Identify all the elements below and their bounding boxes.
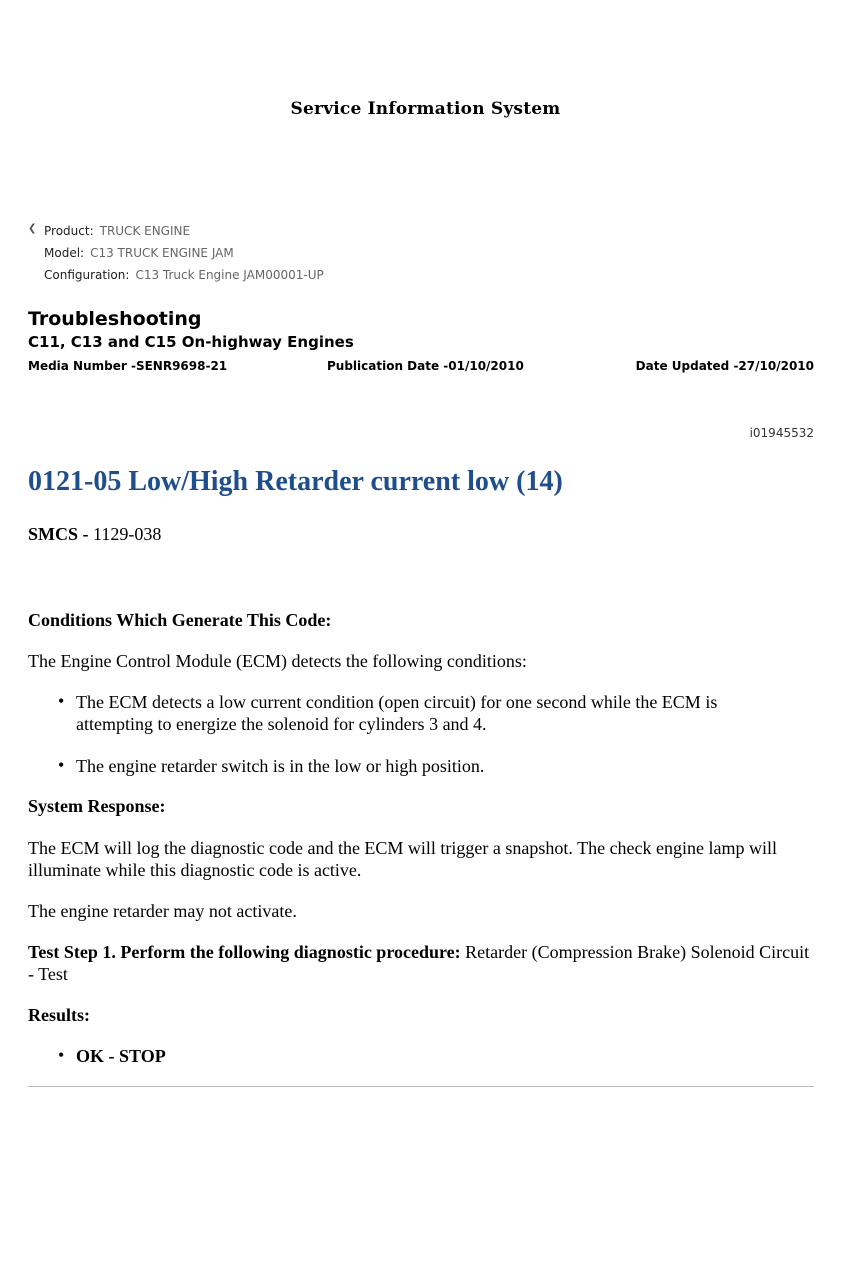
configuration-link[interactable]: C13 Truck Engine JAM00001-UP [135,268,324,282]
doc-heading: Troubleshooting [28,308,202,330]
media-number: Media Number -SENR9698-21 [28,359,228,373]
smcs-line: SMCS - 1129-038 [28,524,162,544]
test-step-1: Test Step 1. Perform the following diagnostic procedure: Retarder (Compression Brake) Solenoid Circuit - Test [28,942,810,984]
conditions-heading: Conditions Which Generate This Code: [28,610,332,630]
page-title: 0121-05 Low/High Retarder current low (14) [28,466,563,497]
site-title: Service Information System [290,99,561,119]
list-item: The engine retarder switch is in the low or high position. [76,756,485,776]
list-item: The ECM detects a low current condition (open circuit) for one second while the ECM is attempting to energize the solenoid for cylinders 3 and 4. [76,692,718,734]
back-arrow-icon[interactable]: ❮ [28,223,37,234]
divider [28,1086,814,1087]
doc-subheading: C11, C13 and C15 On-highway Engines [28,333,354,351]
meta-model: Model: C13 TRUCK ENGINE JAM [44,246,234,260]
document-id: i01945532 [749,426,814,440]
product-link[interactable]: TRUCK ENGINE [99,224,191,238]
response-text: The ECM will log the diagnostic code and the ECM will trigger a snapshot. The check engine lamp will illuminate while this diagnostic code is active. [28,838,778,880]
bullet-icon: • [58,755,65,775]
response-heading: System Response: [28,796,166,816]
date-updated: Date Updated -27/10/2010 [635,359,814,373]
results-heading: Results: [28,1005,90,1025]
bullet-icon: • [58,691,65,711]
conditions-intro: The Engine Control Module (ECM) detects the following conditions: [28,651,527,671]
test-step-link[interactable]: Retarder (Compression Brake) Solenoid Circuit - Test [28,942,810,984]
bullet-icon: • [58,1045,65,1065]
model-link[interactable]: C13 TRUCK ENGINE JAM [90,246,234,260]
meta-configuration: Configuration: C13 Truck Engine JAM00001-UP [44,268,324,282]
publication-date: Publication Date -01/10/2010 [327,359,524,373]
meta-product: Product: TRUCK ENGINE [44,224,191,238]
result-item: OK - STOP [76,1046,166,1066]
response-text-2: The engine retarder may not activate. [28,901,297,921]
